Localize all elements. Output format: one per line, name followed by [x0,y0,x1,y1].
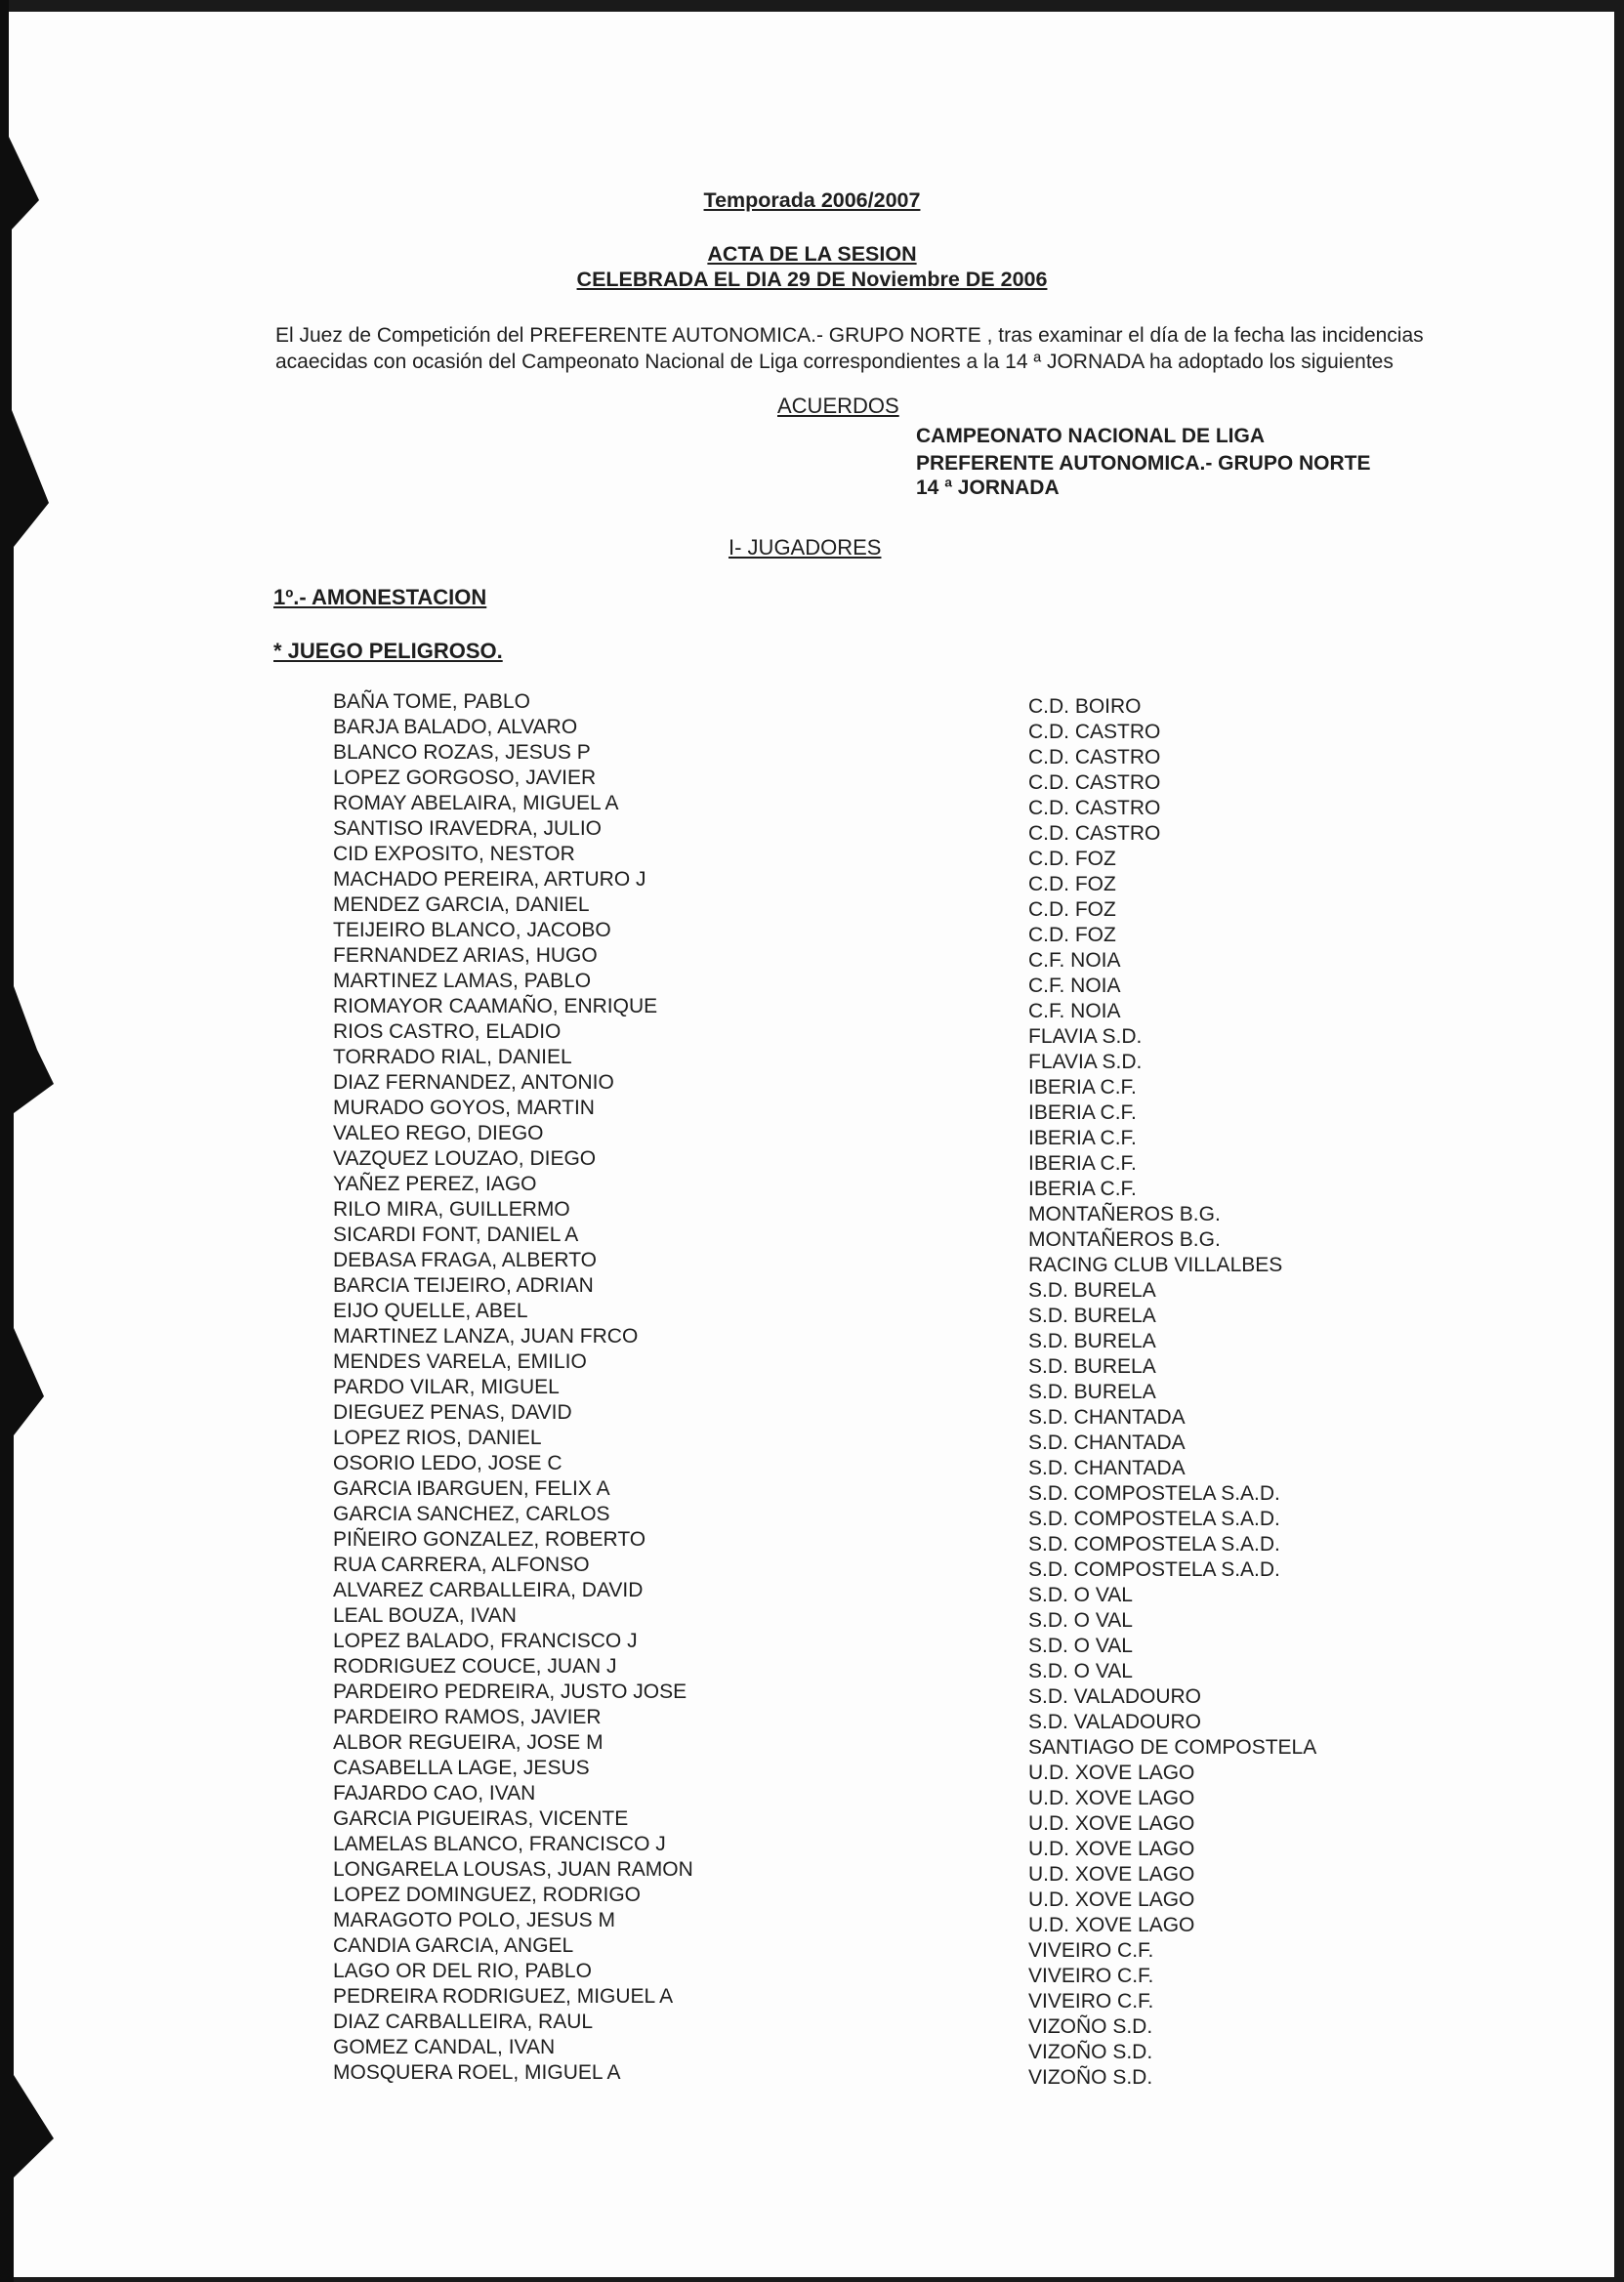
player-club: IBERIA C.F. [1028,1152,1137,1175]
player-club: C.D. FOZ [1028,848,1116,870]
player-club: S.D. COMPOSTELA S.A.D. [1028,1482,1280,1505]
player-club: S.D. VALADOURO [1028,1685,1201,1708]
player-club: C.D. CASTRO [1028,822,1161,845]
player-club: U.D. XOVE LAGO [1028,1812,1195,1835]
player-name: VAZQUEZ LOUZAO, DIEGO [333,1147,597,1170]
player-club: U.D. XOVE LAGO [1028,1787,1195,1809]
player-club: C.F. NOIA [1028,1000,1121,1022]
player-club: FLAVIA S.D. [1028,1025,1143,1048]
player-club: S.D. COMPOSTELA S.A.D. [1028,1558,1280,1581]
player-name: MARTINEZ LANZA, JUAN FRCO [333,1325,639,1348]
player-club: S.D. O VAL [1028,1584,1133,1606]
player-club: S.D. CHANTADA [1028,1431,1186,1454]
player-club: U.D. XOVE LAGO [1028,1863,1195,1886]
player-name: LOPEZ RIOS, DANIEL [333,1427,542,1449]
player-club: U.D. XOVE LAGO [1028,1762,1195,1784]
player-name: DIAZ FERNANDEZ, ANTONIO [333,1071,614,1094]
player-club: S.D. BURELA [1028,1381,1156,1403]
player-club: IBERIA C.F. [1028,1127,1137,1149]
player-club: VIZOÑO S.D. [1028,2041,1153,2063]
player-club: S.D. CHANTADA [1028,1457,1186,1479]
player-name: RILO MIRA, GUILLERMO [333,1198,570,1221]
player-name: FERNANDEZ ARIAS, HUGO [333,944,598,967]
intro-line-1: El Juez de Competición del PREFERENTE AUTONOMICA.- GRUPO NORTE , tras examinar el día de la fecha las incidencias [275,324,1424,347]
player-club: VIVEIRO C.F. [1028,1965,1154,1987]
player-name: MOSQUERA ROEL, MIGUEL A [333,2061,621,2084]
player-name: ALVAREZ CARBALLEIRA, DAVID [333,1579,644,1601]
player-club: VIVEIRO C.F. [1028,1939,1154,1962]
player-name: MARTINEZ LAMAS, PABLO [333,970,592,992]
player-club: U.D. XOVE LAGO [1028,1838,1195,1860]
player-club: C.F. NOIA [1028,975,1121,997]
player-club: S.D. VALADOURO [1028,1711,1201,1733]
player-club: C.D. FOZ [1028,873,1116,895]
player-name: YAÑEZ PEREZ, IAGO [333,1173,537,1195]
intro-line-2: acaecidas con ocasión del Campeonato Nacional de Liga correspondientes a la 14 ª JORNADA ha adoptado los siguientes [275,351,1394,373]
player-club: FLAVIA S.D. [1028,1051,1143,1073]
player-name: PEDREIRA RODRIGUEZ, MIGUEL A [333,1985,674,2008]
player-name: LOPEZ BALADO, FRANCISCO J [333,1630,638,1652]
player-name: MARAGOTO POLO, JESUS M [333,1909,615,1931]
player-club: MONTAÑEROS B.G. [1028,1203,1221,1225]
player-names-column [333,689,693,2086]
player-name: GOMEZ CANDAL, IVAN [333,2036,556,2058]
player-name: CANDIA GARCIA, ANGEL [333,1934,574,1957]
player-name: MENDES VARELA, EMILIO [333,1350,587,1373]
player-club: VIZOÑO S.D. [1028,2015,1153,2038]
player-name: BLANCO ROZAS, JESUS P [333,741,591,764]
player-club: U.D. XOVE LAGO [1028,1914,1195,1936]
player-club: S.D. BURELA [1028,1355,1156,1378]
player-club: C.D. FOZ [1028,898,1116,921]
player-name: BARCIA TEIJEIRO, ADRIAN [333,1274,594,1297]
acuerdos-heading: ACUERDOS [777,394,899,418]
subsection-heading: 1º.- AMONESTACION [273,585,487,609]
player-club: VIZOÑO S.D. [1028,2066,1153,2089]
player-club: C.D. BOIRO [1028,695,1142,718]
player-name: SANTISO IRAVEDRA, JULIO [333,817,602,840]
competition-line-2: PREFERENTE AUTONOMICA.- GRUPO NORTE [916,452,1371,475]
player-name: ROMAY ABELAIRA, MIGUEL A [333,792,619,814]
player-name: FAJARDO CAO, IVAN [333,1782,536,1805]
player-name: LONGARELA LOUSAS, JUAN RAMON [333,1858,693,1881]
player-club: U.D. XOVE LAGO [1028,1888,1195,1911]
player-name: LOPEZ DOMINGUEZ, RODRIGO [333,1884,642,1906]
player-name: SICARDI FONT, DANIEL A [333,1224,579,1246]
player-name: PIÑEIRO GONZALEZ, ROBERTO [333,1528,646,1551]
player-name: LAGO OR DEL RIO, PABLO [333,1960,592,1982]
player-club: C.F. NOIA [1028,949,1121,972]
player-club: S.D. O VAL [1028,1609,1133,1632]
player-club: IBERIA C.F. [1028,1076,1137,1099]
player-name: RIOMAYOR CAAMAÑO, ENRIQUE [333,995,658,1017]
player-name: TEIJEIRO BLANCO, JACOBO [333,919,611,941]
competition-line-3: 14 ª JORNADA [916,477,1060,499]
player-clubs-column [1028,694,1316,2091]
player-club: IBERIA C.F. [1028,1101,1137,1124]
player-name: CASABELLA LAGE, JESUS [333,1757,590,1779]
player-name: EIJO QUELLE, ABEL [333,1300,528,1322]
player-club: SANTIAGO DE COMPOSTELA [1028,1736,1317,1759]
player-club: IBERIA C.F. [1028,1178,1137,1200]
acta-heading: ACTA DE LA SESION [707,242,917,266]
player-club: S.D. BURELA [1028,1330,1156,1352]
player-club: S.D. O VAL [1028,1635,1133,1657]
season-heading: Temporada 2006/2007 [703,188,921,212]
player-name: OSORIO LEDO, JOSE C [333,1452,562,1474]
player-club: S.D. CHANTADA [1028,1406,1186,1429]
player-club: S.D. COMPOSTELA S.A.D. [1028,1508,1280,1530]
player-name: TORRADO RIAL, DANIEL [333,1046,572,1068]
player-club: RACING CLUB VILLALBES [1028,1254,1283,1276]
player-club: C.D. CASTRO [1028,797,1161,819]
player-name: LAMELAS BLANCO, FRANCISCO J [333,1833,666,1855]
player-name: PARDO VILAR, MIGUEL [333,1376,560,1398]
player-name: GARCIA PIGUEIRAS, VICENTE [333,1807,629,1830]
date-heading: CELEBRADA EL DIA 29 DE Noviembre DE 2006 [576,268,1048,291]
player-name: GARCIA SANCHEZ, CARLOS [333,1503,610,1525]
player-name: ALBOR REGUEIRA, JOSE M [333,1731,604,1754]
player-name: PARDEIRO PEDREIRA, JUSTO JOSE [333,1680,687,1703]
player-name: GARCIA IBARGUEN, FELIX A [333,1477,610,1500]
player-name: CID EXPOSITO, NESTOR [333,843,575,865]
player-name: LOPEZ GORGOSO, JAVIER [333,767,597,789]
player-club: S.D. COMPOSTELA S.A.D. [1028,1533,1280,1556]
player-club: C.D. CASTRO [1028,771,1161,794]
player-name: MURADO GOYOS, MARTIN [333,1097,595,1119]
player-club: MONTAÑEROS B.G. [1028,1228,1221,1251]
player-name: RUA CARRERA, ALFONSO [333,1554,590,1576]
player-name: RIOS CASTRO, ELADIO [333,1020,562,1043]
player-club: S.D. BURELA [1028,1305,1156,1327]
player-name: MENDEZ GARCIA, DANIEL [333,893,590,916]
player-club: C.D. CASTRO [1028,746,1161,768]
player-club: S.D. O VAL [1028,1660,1133,1682]
competition-line-1: CAMPEONATO NACIONAL DE LIGA [916,425,1266,447]
player-name: BAÑA TOME, PABLO [333,690,530,713]
torn-left-edge [0,0,59,2282]
player-name: MACHADO PEREIRA, ARTURO J [333,868,646,891]
player-name: PARDEIRO RAMOS, JAVIER [333,1706,602,1728]
player-club: S.D. BURELA [1028,1279,1156,1302]
player-club: C.D. FOZ [1028,924,1116,946]
player-name: BARJA BALADO, ALVARO [333,716,578,738]
player-name: VALEO REGO, DIEGO [333,1122,544,1144]
player-club: VIVEIRO C.F. [1028,1990,1154,2012]
player-name: DIEGUEZ PENAS, DAVID [333,1401,572,1424]
player-name: DIAZ CARBALLEIRA, RAUL [333,2011,594,2033]
section-heading: I- JUGADORES [729,535,882,560]
player-name: LEAL BOUZA, IVAN [333,1604,517,1627]
category-heading: * JUEGO PELIGROSO. [273,639,503,663]
player-name: DEBASA FRAGA, ALBERTO [333,1249,597,1271]
player-name: RODRIGUEZ COUCE, JUAN J [333,1655,617,1678]
player-club: C.D. CASTRO [1028,721,1161,743]
